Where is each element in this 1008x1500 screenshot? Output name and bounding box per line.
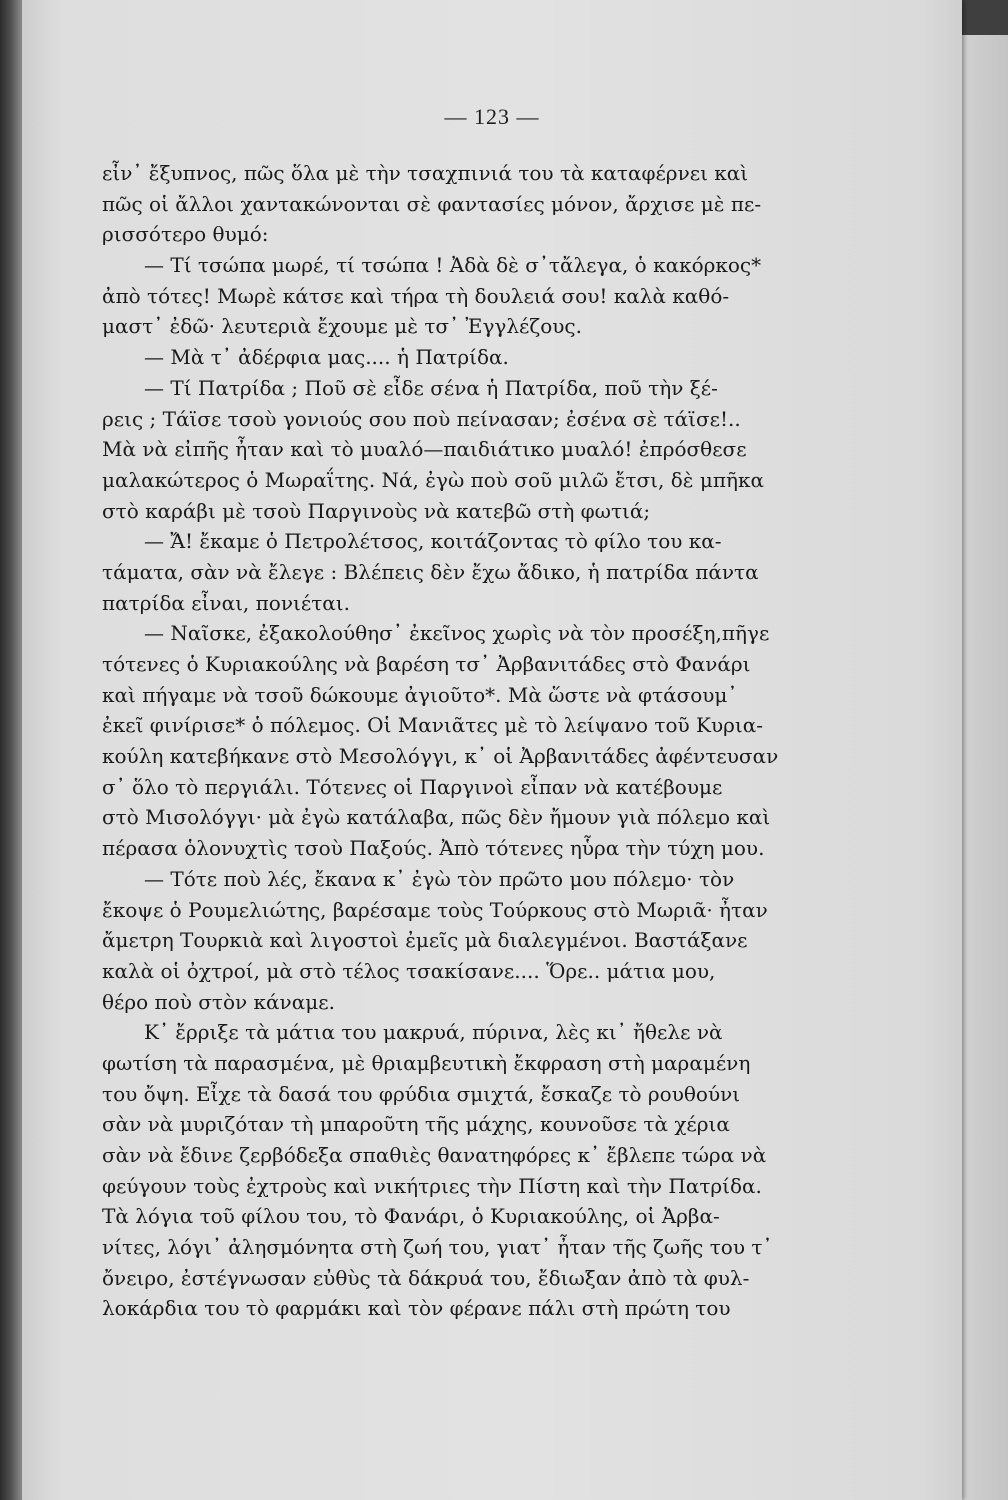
text-line: λοκάρδια του τὸ φαρμάκι καὶ τὸν φέρανε πάλι στὴ πρώτη του xyxy=(102,1296,731,1321)
text-line: ρισσότερο θυμό: xyxy=(102,222,269,247)
text-line: καλὰ οἱ ὀχτροί, μὰ στὸ τέλος τσακίσανε.... Ὅρε.. μάτια μου, xyxy=(102,958,716,983)
page-number: — 123 — xyxy=(444,104,540,129)
text-line: — Ναῖσκε, ἐξακολούθησ᾽ ἐκεῖνος χωρὶς νὰ τὸν προσέξη,πῆγε xyxy=(144,621,770,646)
text-line: νίτες, λόγι᾽ ἀλησμόνητα στὴ ζωή του, γιατ᾽ ἦταν τῆς ζωῆς του τ᾽ xyxy=(102,1235,773,1260)
text-line: μαστ᾽ ἐδῶ· λευτεριὰ ἔχουμε μὲ τσ᾽ Ἐγγλέζους. xyxy=(102,314,582,339)
body-text xyxy=(102,158,782,1324)
binding-gutter xyxy=(0,0,22,1500)
text-line: Τὰ λόγια τοῦ φίλου του, τὸ Φανάρι, ὁ Κυριακούλης, οἱ Ἀρβα- xyxy=(102,1204,720,1229)
text-line: — Ἄ! ἔκαμε ὁ Πετρολέτσος, κοιτάζοντας τὸ φίλο του κα- xyxy=(144,529,722,554)
text-line: φεύγουν τοὺς ἐχτροὺς καὶ νικήτριες τὴν Πίστη καὶ τὴν Πατρίδα. xyxy=(102,1173,762,1198)
text-line: τάματα, σὰν νὰ ἔλεγε : Βλέπεις δὲν ἔχω ἄδικο, ἡ πατρίδα πάντα xyxy=(102,559,759,584)
text-line: Μὰ νὰ εἰπῆς ἦταν καὶ τὸ μυαλό—παιδιάτικο μυαλό! ἐπρόσθεσε xyxy=(102,437,747,462)
text-line: ἄμετρη Τουρκιὰ καὶ λιγοστοὶ ἐμεῖς μὰ διαλεγμένοι. Βαστάξανε xyxy=(102,928,748,953)
page-sheet xyxy=(22,0,962,1500)
text-line: πατρίδα εἶναι, πονιέται. xyxy=(102,590,350,615)
text-line: πῶς οἱ ἄλλοι χαντακώνονται σὲ φαντασίες μόνον, ἄρχισε μὲ πε- xyxy=(102,191,762,216)
text-line: — Τότε ποὺ λές, ἔκανα κ᾽ ἐγὼ τὸν πρῶτο μου πόλεμο· τὸν xyxy=(144,866,735,891)
text-line: — Τί Πατρίδα ; Ποῦ σὲ εἶδε σένα ἡ Πατρίδα, ποῦ τὴν ξέ- xyxy=(144,375,718,400)
text-line: — Τί τσώπα μωρέ, τί τσώπα ! Ἀδὰ δὲ σ᾽τἄλεγα, ὁ κακόρκος* xyxy=(144,253,762,278)
text-line: ὄνειρο, ἐστέγνωσαν εὐθὺς τὰ δάκρυά του, ἔδιωξαν ἀπὸ τὰ φυλ- xyxy=(102,1265,750,1290)
text-line: καὶ πήγαμε νὰ τσοῦ δώκουμε ἀγιοῦτο*. Μὰ ὥστε νὰ φτάσουμ᾽ xyxy=(102,682,738,707)
text-line: φωτίση τὰ παρασμένα, μὲ θριαμβευτικὴ ἔκφραση στὴ μαραμένη xyxy=(102,1050,751,1075)
text-line: σ᾽ ὅλο τὸ περγιάλι. Τότενες οἱ Παργινοὶ εἶπαν νὰ κατέβουμε xyxy=(102,774,723,799)
text-line: θέρο ποὺ στὸν κάναμε. xyxy=(102,989,335,1014)
text-line: στὸ καράβι μὲ τσοὺ Παργινοὺς νὰ κατεβῶ στὴ φωτιά; xyxy=(102,498,651,523)
text-line: ἐκεῖ φινίρισε* ὁ πόλεμος. Οἱ Μανιᾶτες μὲ τὸ λείψανο τοῦ Κυρια- xyxy=(102,713,764,738)
text-line: πέρασα ὁλονυχτὶς τσοὺ Παξούς. Ἀπὸ τότενες ηὗρα τὴν τύχη μου. xyxy=(102,836,765,861)
text-line: ἀπὸ τότες! Μωρὲ κάτσε καὶ τήρα τὴ δουλειά σου! καλὰ καθό- xyxy=(102,283,730,308)
text-line: εἶν᾽ ἔξυπνος, πῶς ὅλα μὲ τὴν τσαχπινιά του τὰ καταφέρνει καὶ xyxy=(102,161,749,185)
text-line: Κ᾽ ἔρριξε τὰ μάτια του μακρυά, πύρινα, λὲς κι᾽ ἤθελε νὰ xyxy=(144,1020,723,1045)
text-line: μαλακώτερος ὁ Μωραΐτης. Νά, ἐγὼ ποὺ σοῦ μιλῶ ἔτσι, δὲ μπῆκα xyxy=(102,467,764,492)
text-line: — Μὰ τ᾽ ἀδέρφια μας.... ἡ Πατρίδα. xyxy=(144,345,509,370)
text-line: σὰν νὰ ἔδινε ζερβόδεξα σπαθιὲς θανατηφόρες κ᾽ ἔβλεπε τώρα νὰ xyxy=(102,1143,767,1167)
text-line: σὰν νὰ μυριζόταν τὴ μπαροῦτη τῆς μάχης, κουνοῦσε τὰ χέρια xyxy=(102,1112,730,1137)
text-line: του ὄψη. Εἶχε τὰ δασά του φρύδια σμιχτά, ἔσκαζε τὸ ρουθούνι xyxy=(102,1081,741,1106)
text-line: ἔκοψε ὁ Ρουμελιώτης, βαρέσαμε τοὺς Τούρκους στὸ Μωριᾶ· ἦταν xyxy=(102,897,768,922)
text-line: ρεις ; Τάϊσε τσοὺ γονιούς σου ποὺ πείνασαν; ἐσένα σὲ τάϊσε!.. xyxy=(102,406,741,431)
text-line: στὸ Μισολόγγι· μὰ ἐγὼ κατάλαβα, πῶς δὲν ἤμουν γιὰ πόλεμο καὶ xyxy=(102,805,771,830)
text-line: τότενες ὁ Κυριακούλης νὰ βαρέση τσ᾽ Ἀρβανιτάδες στὸ Φανάρι xyxy=(102,652,751,676)
text-line: κούλη κατεβήκανε στὸ Μεσολόγγι, κ᾽ οἱ Ἀρβανιτάδες ἀφέντευσαν xyxy=(102,744,779,769)
